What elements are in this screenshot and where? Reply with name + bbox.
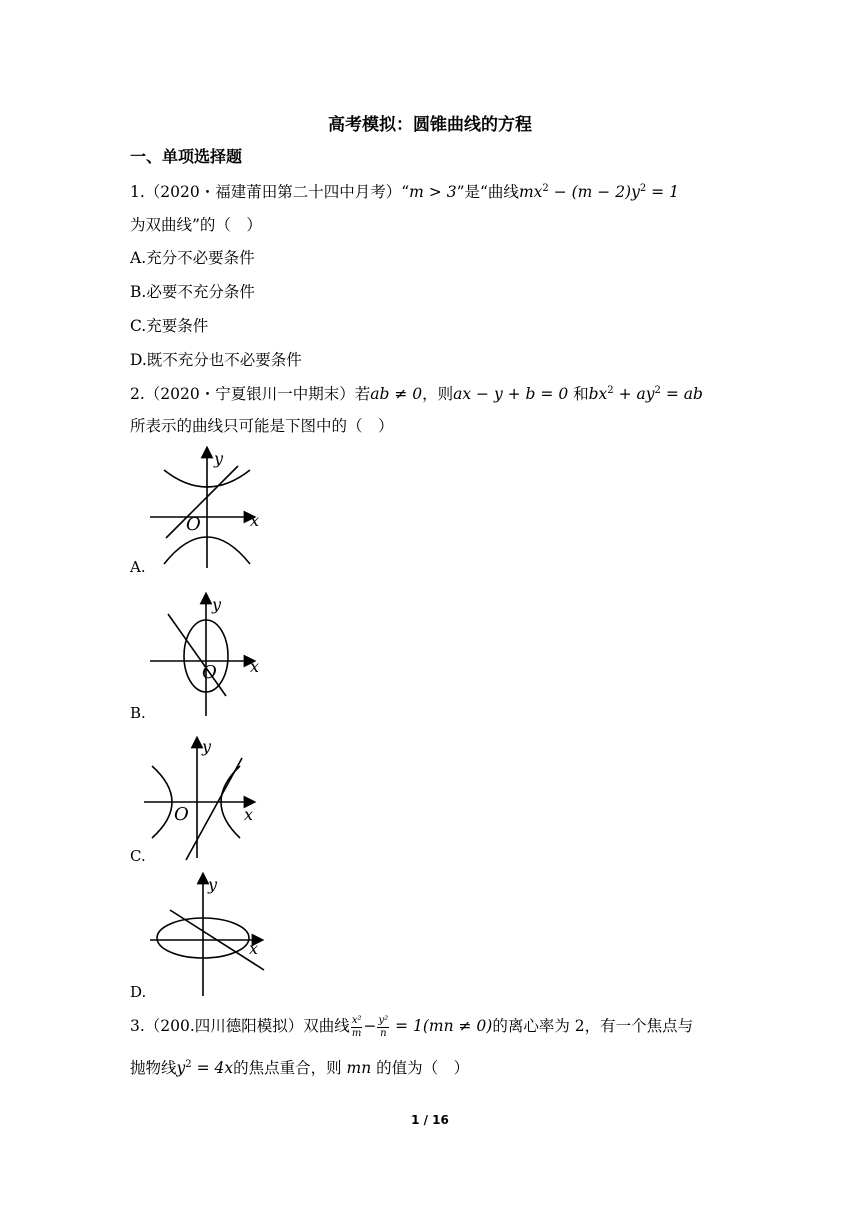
page-number: 1 / 16	[411, 1113, 449, 1127]
q2-mid: ，则	[422, 385, 454, 403]
line-graph	[166, 466, 238, 538]
q2-sup-b: 2	[654, 385, 661, 396]
q1-option-d: D.既不充分也不必要条件	[130, 351, 302, 369]
figure-d	[146, 872, 272, 998]
q2-eq1: ax − y + b = 0	[453, 385, 569, 403]
q2-eq2-c: = ab	[660, 385, 703, 403]
y-axis-label: y	[212, 595, 222, 614]
q3-fraction-2	[377, 1015, 389, 1040]
q1-sup-a: 2	[542, 183, 549, 194]
q1-eq-c: = 1	[646, 183, 679, 201]
q3-line2-a: 抛物线	[130, 1059, 177, 1077]
figure-b	[146, 592, 272, 718]
q3-frac1-num: x²	[351, 1014, 362, 1026]
y-axis-label: y	[208, 875, 218, 894]
origin-label: O	[202, 662, 217, 683]
q1-option-a: A.充分不必要条件	[130, 249, 255, 267]
x-axis-label: x	[250, 657, 260, 676]
y-axis-label: y	[202, 737, 212, 756]
x-axis-label: x	[250, 511, 260, 530]
origin-label: O	[186, 514, 201, 535]
figure-a-label: A.	[130, 558, 146, 576]
figure-c-label: C.	[130, 847, 146, 865]
q1-condition: m > 3	[409, 183, 457, 201]
q3-line1	[130, 1014, 693, 1040]
x-axis-label: x	[249, 939, 259, 958]
origin-label: O	[174, 804, 189, 825]
q3-mid: 的离心率为 2，有一个焦点与	[492, 1017, 694, 1035]
q3-frac2-den: n	[380, 1027, 387, 1039]
q3-line2-b: 的焦点重合，则	[233, 1059, 347, 1077]
q2-line2: 所表示的曲线只可能是下图中的（ ）	[130, 417, 394, 435]
q1-eq-b: − (m − 2)y	[548, 183, 640, 201]
line-graph	[186, 758, 242, 860]
q1-option-b: B.必要不充分条件	[130, 283, 255, 301]
page-title: 高考模拟：圆锥曲线的方程	[328, 115, 532, 135]
q3-line2	[130, 1056, 469, 1078]
q3-parabola-rest: = 4x	[191, 1059, 234, 1077]
q1-sup-b: 2	[639, 183, 647, 194]
q2-and: 和	[568, 385, 589, 403]
q3-parabola-y: y	[176, 1059, 186, 1077]
q3-prefix: 3.（200.四川德阳模拟）双曲线	[130, 1017, 350, 1035]
q1-eq-a: mx	[518, 183, 543, 201]
x-axis-label: x	[244, 805, 254, 824]
q3-fraction-1	[351, 1015, 363, 1040]
figure-b-label: B.	[130, 704, 146, 722]
q2-sup-a: 2	[607, 385, 614, 396]
q3-minus: −	[363, 1017, 377, 1035]
q1-line2: 为双曲线”的（ ）	[130, 216, 262, 234]
q3-frac2-num: y²	[378, 1014, 389, 1026]
section-heading: 一、单项选择题	[130, 147, 243, 166]
q2-line1	[130, 382, 703, 404]
q1-prefix: 1.（2020・福建莆田第二十四中月考）“	[130, 183, 410, 201]
q3-frac1-den: m	[351, 1027, 362, 1039]
q2-eq2-b: + ay	[613, 385, 655, 403]
q2-eq2-a: bx	[588, 385, 608, 403]
q2-prefix: 2.（2020・宁夏银川一中期末）若	[130, 385, 371, 403]
y-axis-label: y	[214, 449, 224, 468]
figure-c	[140, 736, 266, 862]
figure-a	[146, 446, 272, 572]
q3-sup: 2	[185, 1059, 192, 1070]
q1-mid: ”是“曲线	[456, 183, 519, 201]
q2-condition: ab ≠ 0	[370, 385, 423, 403]
q1-line1	[130, 180, 679, 202]
q3-mn: mn	[346, 1059, 372, 1077]
q1-option-c: C.充要条件	[130, 317, 209, 335]
q3-line2-c: 的值为（ ）	[371, 1059, 470, 1077]
figure-d-label: D.	[130, 983, 147, 1001]
q3-eq-rest: = 1(mn ≠ 0)	[390, 1017, 493, 1035]
line-graph	[168, 614, 226, 696]
